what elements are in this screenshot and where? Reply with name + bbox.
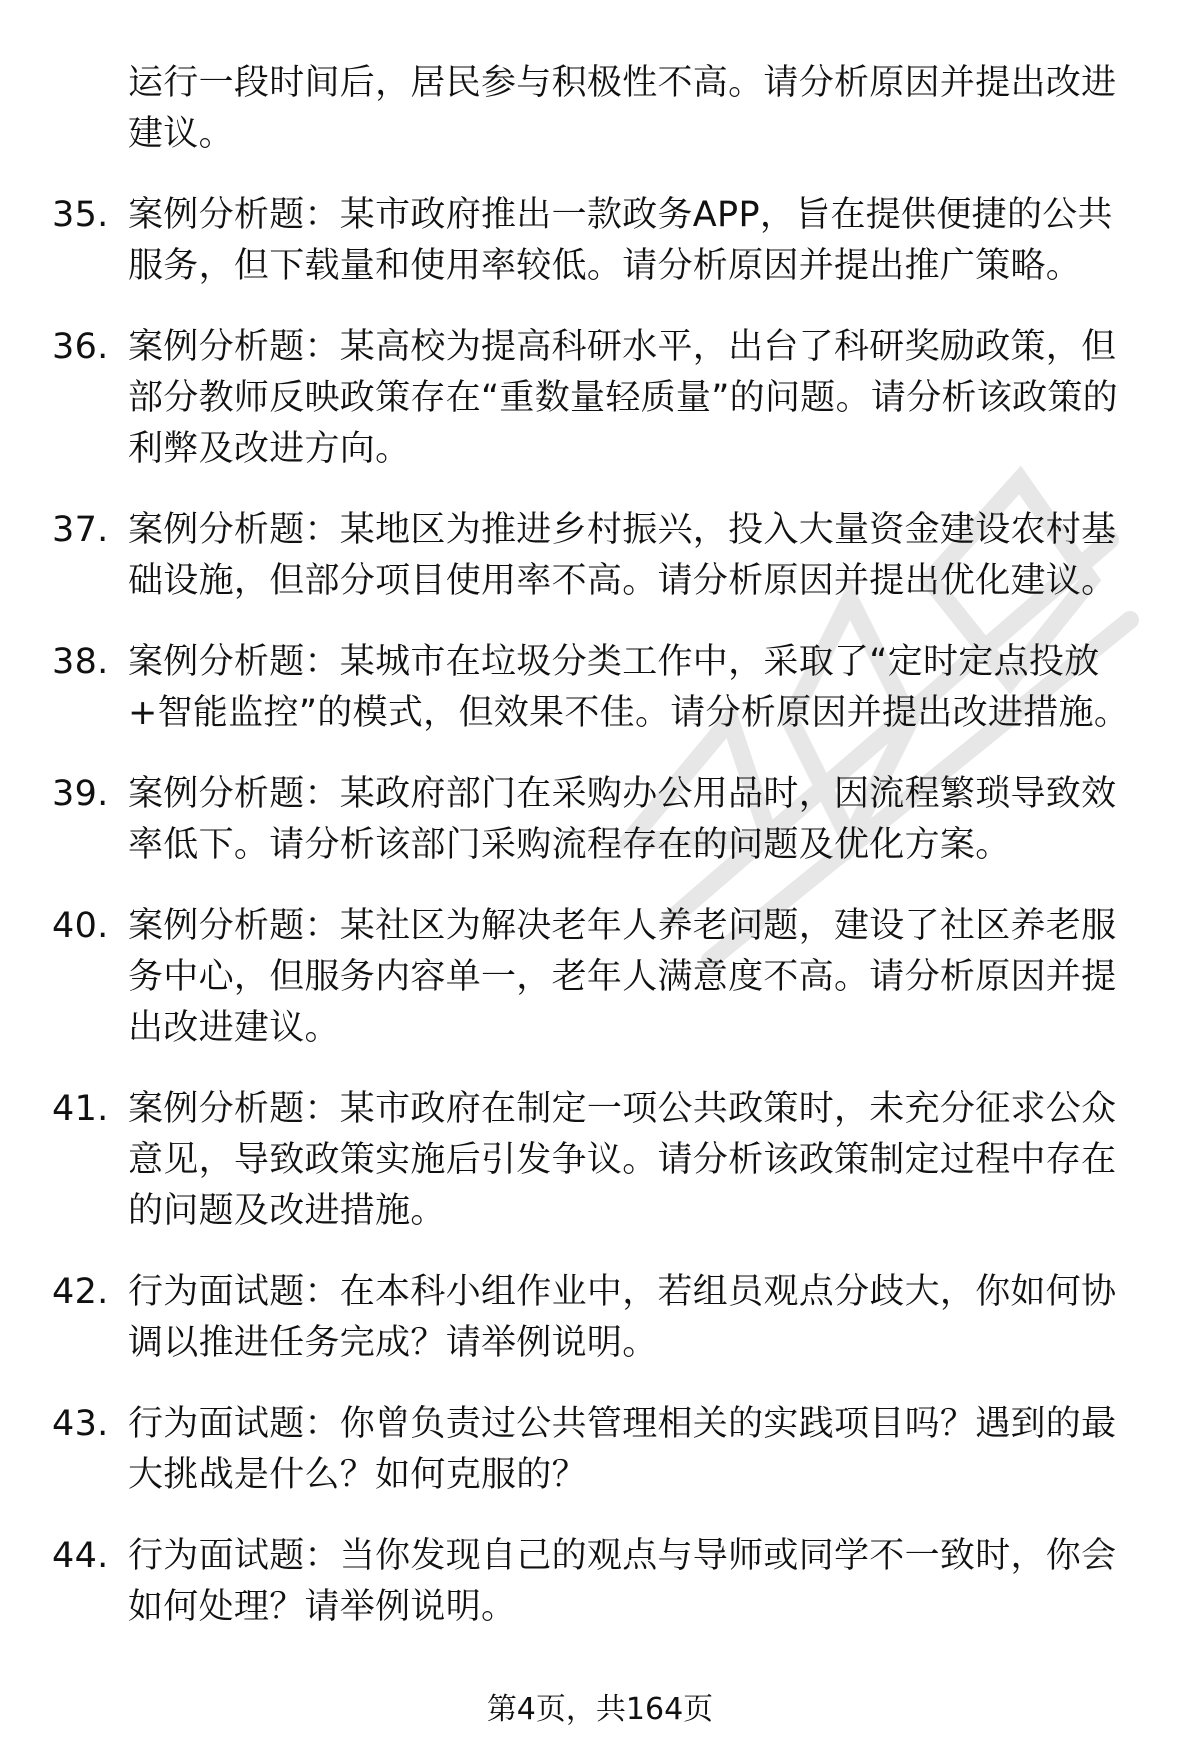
question-item-continuation — [0, 58, 1200, 160]
question-number: 42. — [52, 1272, 109, 1312]
question-number: 37. — [52, 510, 109, 550]
question-number: 39. — [52, 774, 109, 814]
question-item-41 — [0, 1084, 1200, 1237]
question-text: 案例分析题：某地区为推进乡村振兴，投入大量资金建设农村基础设施，但部分项目使用率不高。请分析原因并提出优化建议。 — [128, 510, 1117, 601]
question-text: 案例分析题：某政府部门在采购办公用品时，因流程繁琐导致效率低下。请分析该部门采购流程存在的问题及优化方案。 — [128, 774, 1117, 865]
question-number: 36. — [52, 327, 109, 367]
question-number: 44. — [52, 1536, 109, 1576]
question-number: 43. — [52, 1404, 109, 1444]
question-number: 35. — [52, 195, 109, 235]
question-text: 案例分析题：某市政府在制定一项公共政策时，未充分征求公众意见，导致政策实施后引发争议。请分析该政策制定过程中存在的问题及改进措施。 — [128, 1089, 1117, 1231]
question-text: 行为面试题：你曾负责过公共管理相关的实践项目吗？遇到的最大挑战是什么？如何克服的？ — [128, 1404, 1117, 1495]
question-text: 行为面试题：当你发现自己的观点与导师或同学不一致时，你会如何处理？请举例说明。 — [128, 1536, 1117, 1627]
question-text: 案例分析题：某社区为解决老年人养老问题，建设了社区养老服务中心，但服务内容单一，老年人满意度不高。请分析原因并提出改进建议。 — [128, 906, 1117, 1048]
question-list — [0, 58, 1200, 1663]
question-number: 40. — [52, 906, 109, 946]
question-text: 行为面试题：在本科小组作业中，若组员观点分歧大，你如何协调以推进任务完成？请举例说明。 — [128, 1272, 1117, 1363]
question-text: 案例分析题：某城市在垃圾分类工作中，采取了“定时定点投放+智能监控”的模式，但效果不佳。请分析原因并提出改进措施。 — [128, 642, 1130, 733]
question-text: 运行一段时间后，居民参与积极性不高。请分析原因并提出改进建议。 — [128, 63, 1117, 154]
question-number: 38. — [52, 642, 109, 682]
question-item-39 — [0, 769, 1200, 871]
question-number: 41. — [52, 1089, 109, 1129]
question-item-40 — [0, 901, 1200, 1054]
question-item-44 — [0, 1531, 1200, 1633]
page-footer — [0, 1690, 1200, 1730]
question-text: 案例分析题：某高校为提高科研水平，出台了科研奖励政策，但部分教师反映政策存在“重数量轻质量”的问题。请分析该政策的利弊及改进方向。 — [128, 327, 1118, 469]
question-item-35 — [0, 190, 1200, 292]
question-item-36 — [0, 322, 1200, 475]
question-item-37 — [0, 505, 1200, 607]
question-item-38 — [0, 637, 1200, 739]
question-item-43 — [0, 1399, 1200, 1501]
question-text: 案例分析题：某市政府推出一款政务APP，旨在提供便捷的公共服务，但下载量和使用率较低。请分析原因并提出推广策略。 — [128, 195, 1113, 286]
question-item-42 — [0, 1267, 1200, 1369]
page-number-label: 第4页，共164页 — [486, 1692, 714, 1727]
